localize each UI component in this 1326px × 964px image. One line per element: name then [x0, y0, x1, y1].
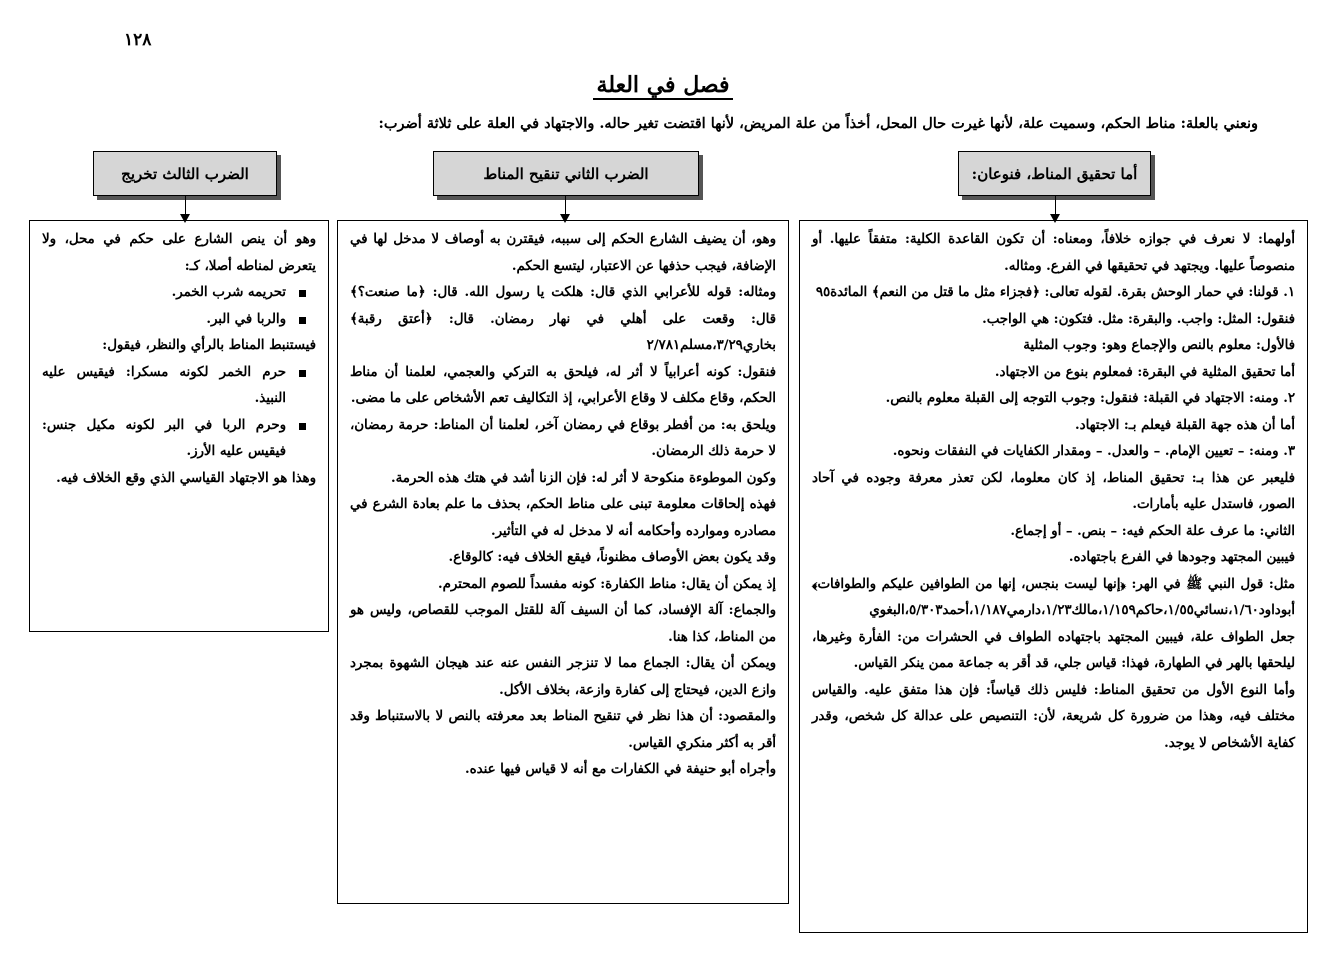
- paragraph: وقد يكون بعض الأوصاف مظنوناً، فيقع الخلاف فيه: كالوقاع.: [448, 550, 776, 565]
- paragraph: وهو، أن يضيف الشارع الحكم إلى سببه، فيقترن به أوصاف لا مدخل لها في الإضافة، فيجب حذفها عن الاعتبار، ليتسع الحكم.: [350, 232, 776, 274]
- paragraph: والمقصود: أن هذا نظر في تنقيح المناط بعد معرفته بالنص لا بالاستنباط وقد أقر به أكثر منكري القياس.: [350, 709, 776, 751]
- paragraph: فنقول: المثل: واجب. والبقرة: مثل. فتكون: هي الواجب.: [982, 311, 1295, 327]
- paragraph: أما أن هذه جهة القبلة فيعلم بـ: الاجتهاد.: [1075, 417, 1295, 433]
- paragraph: فنقول: كونه أعرابياً لا أثر له، فيلحق به التركي والعجمي، لعلمنا أن مناط الحكم، وقاع مكلف لا وقاع الأعرابي، إذ التكاليف تعم الأشخاص على ما مضى.: [350, 364, 776, 406]
- bullet-list: [42, 360, 316, 466]
- paragraph: ٣. ومنه: – تعيين الإمام. – والعدل. – ومقدار الكفايات في النفقات ونحوه.: [892, 444, 1295, 459]
- column-extraction: [29, 220, 329, 632]
- paragraph: الثاني: ما عرف علة الحكم فيه: – بنص. – أو إجماع.: [1010, 523, 1295, 539]
- list-item: حرم الخمر لكونه مسكرا: فيقيس عليه النبيذ.: [42, 360, 308, 413]
- paragraph: وهذا هو الاجتهاد القياسي الذي وقع الخلاف فيه.: [56, 470, 316, 486]
- paragraph: فيبين المجتهد وجودها في الفرع باجتهاده.: [1068, 550, 1295, 565]
- paragraph: وأجراه أبو حنيفة في الكفارات مع أنه لا قياس فيها عنده.: [465, 762, 776, 777]
- list-item: وحرم الربا في البر لكونه مكيل جنس: فيقيس عليه الأرز.: [42, 413, 308, 466]
- column-realization: [799, 220, 1308, 933]
- down-arrow-icon: [565, 195, 566, 214]
- paragraph: فالأول: معلوم بالنص والإجماع وهو: وجوب المثلية: [1023, 338, 1295, 353]
- column-refinement: [337, 220, 789, 904]
- paragraph: فيستنبط المناط بالرأي والنظر، فيقول:: [102, 338, 316, 353]
- down-arrow-icon: [185, 195, 186, 214]
- category-box-extraction: الضرب الثالث تخريج: [93, 151, 277, 196]
- down-arrow-icon: [1055, 195, 1056, 214]
- paragraph: وأما النوع الأول من تحقيق المناط: فليس ذلك قياساً: فإن هذا متفق عليه. والقياس مختلف فيه، وهذا من ضرورة كل شريعة، لأن: التنصيص على عدالة كل شخص، وقدر كفاية الأشخاص لا يوجد.: [812, 682, 1295, 751]
- category-box-realization: أما تحقيق المناط، فنوعان:: [958, 151, 1151, 196]
- paragraph: جعل الطواف علة، فيبين المجتهد باجتهاده الطواف في الحشرات من: الفأرة وغيرها، ليلحقها بالهر في الطهارة، فهذا: قياس جلي، قد أقر به جماعة ممن ينكر القياس.: [812, 629, 1295, 671]
- paragraph: وكون الموطوءة منكوحة لا أثر له: فإن الزنا أشد في هتك هذه الحرمة.: [390, 470, 776, 486]
- paragraph: فليعبر عن هذا بـ: تحقيق المناط، إذ كان معلوما، لكن تعذر معرفة وجوده في آحاد الصور، فاستدل عليه بأمارات.: [812, 470, 1295, 512]
- paragraph: ويمكن أن يقال: الجماع مما لا تنزجر النفس عنه عند هيجان الشهوة بمجرد وازع الدين، فيحتاج إلى كفارة وازعة، بخلاف الأكل.: [350, 656, 776, 698]
- list-item: والربا في البر.: [42, 307, 308, 334]
- paragraph: فهذه إلحاقات معلومة تبنى على مناط الحكم، بحذف ما علم بعادة الشرع في مصادره وموارده وأحكامه أنه لا مدخل له في التأثير.: [350, 497, 776, 539]
- paragraph: والجماع: آلة الإفساد، كما أن السيف آلة للقتل الموجب للقصاص، وليس هو من المناط، كذا هنا.: [350, 603, 776, 645]
- paragraph: إذ يمكن أن يقال: مناط الكفارة: كونه مفسداً للصوم المحترم.: [437, 576, 776, 592]
- paragraph: أولهما: لا نعرف في جوازه خلافاً، ومعناه: أن تكون القاعدة الكلية: متفقاً عليها. أو منصوصاً عليها. ويجتهد في تحقيقها في الفرع. ومثاله.: [812, 232, 1295, 274]
- paragraph: مثل: قول النبي ﷺ في الهر: ﴿إنها ليست بنجس، إنها من الطوافين عليكم والطوافات﴾ أبوداود١/٦٠،نسائي١/٥٥،حاكم١/١٥٩،مالك١/٢٣،دارمي١/١٨٧،أحمد٥/٣٠٣،البغوي: [812, 576, 1295, 618]
- list-item: تحريمه شرب الخمر.: [42, 280, 308, 307]
- paragraph: أما تحقيق المثلية في البقرة: فمعلوم بنوع من الاجتهاد.: [994, 364, 1295, 380]
- intro-text: ونعني بالعلة: مناط الحكم، وسميت علة، لأنها غيرت حال المحل، أخذاً من علة المريض، لأنها اقتضت تغير حاله. والاجتهاد في العلة على ثلاثة أضرب:: [378, 115, 1258, 132]
- paragraph: ويلحق به: من أفطر بوقاع في رمضان آخر، لعلمنا أن المناط: حرمة رمضان، لا حرمة ذلك الرمضان.: [350, 417, 776, 459]
- bullet-list: [42, 280, 316, 333]
- page-title-text: فصل في العلة: [593, 72, 734, 100]
- page-number: ١٢٨: [124, 30, 152, 50]
- paragraph: وهو أن ينص الشارع على حكم في محل، ولا يتعرض لمناطه أصلا، كـ:: [42, 232, 316, 274]
- paragraph: ومثاله: قوله للأعرابي الذي قال: هلكت يا رسول الله. قال: ﴿ما صنعت؟﴾ قال: وقعت على أهلي في نهار رمضان. قال: ﴿أعتق رقبة﴾ بخاري٣/٢٩،مسلم٢/٧٨١: [350, 285, 776, 353]
- page-title: [0, 72, 1326, 98]
- paragraph: ١. قولنا: في حمار الوحش بقرة. لقوله تعالى: ﴿فجزاء مثل ما قتل من النعم﴾ المائدة٩٥: [815, 285, 1295, 300]
- category-box-refinement: الضرب الثاني تنقيح المناط: [433, 151, 699, 196]
- paragraph: ٢. ومنه: الاجتهاد في القبلة: فنقول: وجوب التوجه إلى القبلة معلوم بالنص.: [885, 391, 1295, 406]
